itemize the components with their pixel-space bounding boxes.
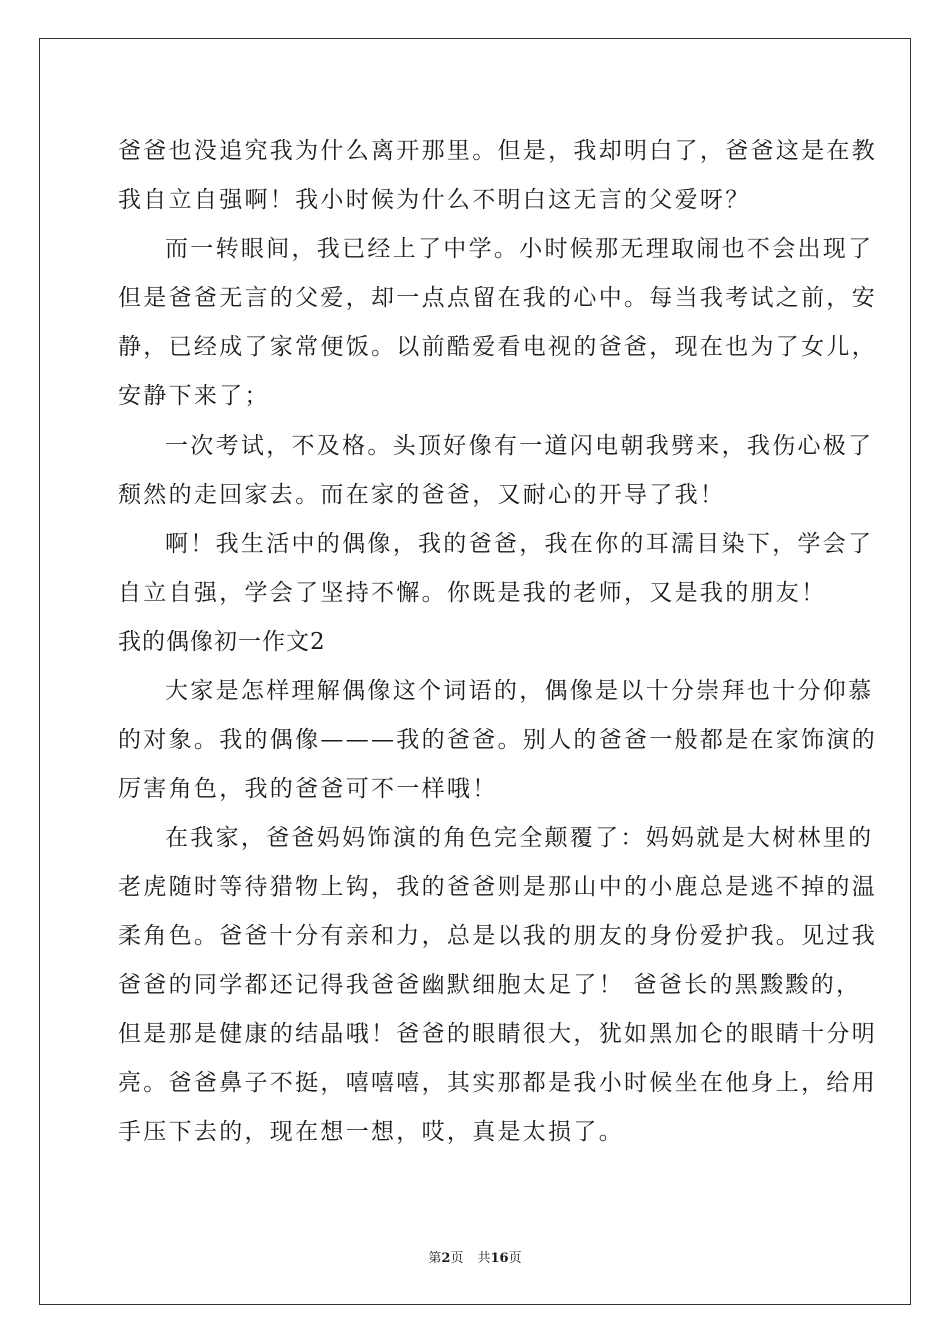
page-prefix: 第 <box>428 1251 442 1266</box>
text-line: 的对象。我的偶像———我的爸爸。别人的爸爸一般都是在家饰演的 <box>118 727 877 753</box>
text-line: 但是那是健康的结晶哦！爸爸的眼睛很大，犹如黑加仑的眼睛十分明 <box>118 1021 877 1047</box>
text-line: 爸爸也没追究我为什么离开那里。但是，我却明白了，爸爸这是在教 <box>118 138 877 164</box>
text-line: 静，已经成了家常便饭。以前酷爱看电视的爸爸，现在也为了女儿， <box>118 334 877 360</box>
text-line: 安静下来了； <box>118 383 270 409</box>
total-suffix: 页 <box>508 1251 522 1266</box>
text-line: 爸爸的同学都还记得我爸爸幽默细胞太足了！ 爸爸长的黑黢黢的， <box>118 972 862 998</box>
text-line: 啊！我生活中的偶像，我的爸爸，我在你的耳濡目染下，学会了 <box>165 531 874 557</box>
text-line: 在我家，爸爸妈妈饰演的角色完全颠覆了：妈妈就是大树林里的 <box>165 825 874 851</box>
page-suffix: 页 <box>450 1251 464 1266</box>
text-line: 老虎随时等待猎物上钩，我的爸爸则是那山中的小鹿总是逃不掉的温 <box>118 874 877 900</box>
text-line: 手压下去的，现在想一想，哎，真是太损了。 <box>118 1119 624 1145</box>
page-footer <box>0 1247 950 1266</box>
total-pages: 16 <box>490 1251 509 1266</box>
text-line: 大家是怎样理解偶像这个词语的，偶像是以十分崇拜也十分仰慕 <box>165 678 874 704</box>
text-line: 而一转眼间，我已经上了中学。小时候那无理取闹也不会出现了 <box>165 236 874 262</box>
section-heading: 我的偶像初一作文2 <box>118 629 326 655</box>
text-line: 亮。爸爸鼻子不挺，嘻嘻嘻，其实那都是我小时候坐在他身上，给用 <box>118 1070 877 1096</box>
text-line: 但是爸爸无言的父爱，却一点点留在我的心中。每当我考试之前，安 <box>118 285 877 311</box>
text-line: 自立自强，学会了坚持不懈。你既是我的老师，又是我的朋友！ <box>118 580 827 606</box>
text-line: 一次考试，不及格。头顶好像有一道闪电朝我劈来，我伤心极了 <box>165 433 874 459</box>
text-line: 厉害角色，我的爸爸可不一样哦！ <box>118 776 498 802</box>
text-line: 我自立自强啊！我小时候为什么不明白这无言的父爱呀？ <box>118 187 751 213</box>
page-number: 2 <box>441 1251 451 1266</box>
total-prefix: 共 <box>477 1251 491 1266</box>
text-line: 颓然的走回家去。而在家的爸爸，又耐心的开导了我！ <box>118 482 726 508</box>
text-line: 柔角色。爸爸十分有亲和力，总是以我的朋友的身份爱护我。见过我 <box>118 923 877 949</box>
page-border <box>39 38 911 1305</box>
